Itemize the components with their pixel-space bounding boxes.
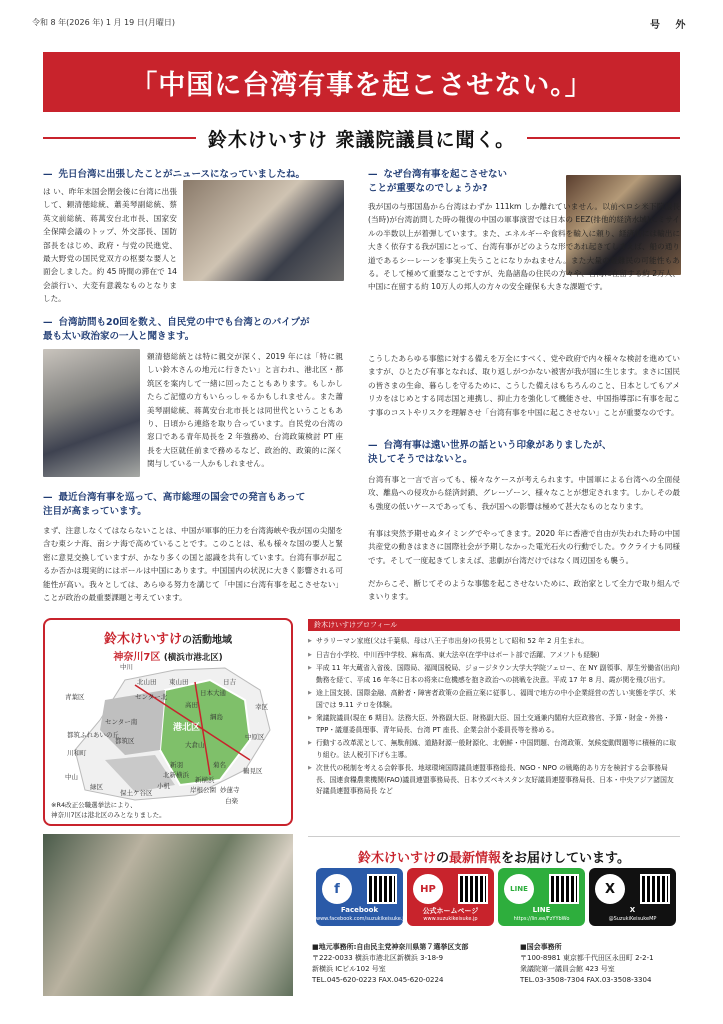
qr-code-icon (367, 874, 397, 904)
activity-photos (43, 834, 293, 996)
question: ことが重要なのでしょうか? (368, 183, 488, 194)
answer-8: だからこそ、断じてそのような事態を起こさせないために、政治家として全力で取り組んでまいります。 (368, 579, 680, 602)
list-item: ▶ 平成 11 年大蔵省入省後、国際局、福岡国税局、ジョージタウン大学大学院フェロー、在 NY 副領事、厚生労働省(出向)勤務を経て、平成 16 年冬に日本の将来に危機感を抱き政治への挑戦を決意。平成 17 年 8 月、霞が関を飛び出す。 (308, 663, 680, 686)
map-label: 日吉 (223, 678, 236, 686)
headline-banner (43, 52, 680, 112)
map-label: 東山田 (169, 678, 189, 686)
x-card[interactable] (589, 868, 676, 926)
question: 最も太い政治家の一人と聞きます。 (43, 331, 195, 342)
photo-visit (43, 349, 140, 477)
answer-7: 有事は突然予期せぬタイミングでやってきます。2020 年に香港で自由が失われた時の中国共産党の動きはまさに国際社会が予期しなかった電光石火の行動でした。ウクライナも同様です。そして一度起きてしまえば、悲劇が台湾だけではなく周辺国をも襲う。 (368, 529, 680, 565)
answer-6: 台湾有事と一言で言っても、様々なケースが考えられます。中国軍による台湾への全面侵攻、離島への侵攻から経済封鎖、グレーゾーン、様々なことが想定されます。しかしその最も強度の低いケースであっても、我が国への影響は極めて甚大なものとなります。 (368, 475, 680, 511)
headline-title: 「中国に台湾有事を起こさせない。」 (130, 69, 593, 101)
sns-url[interactable]: www.suzukikeisuke.jp (423, 916, 478, 922)
sns-url[interactable]: www.facebook.com/suzukikeisuke.jp (316, 916, 407, 922)
map-label: 菊名 (213, 761, 226, 769)
map-label: 岸根公園 (190, 786, 216, 794)
map-label: 白楽 (225, 797, 238, 805)
map-label: 綱島 (210, 713, 223, 721)
map-label: 保土ケ谷区 (120, 789, 153, 797)
map-label: 緑区 (90, 783, 103, 791)
map-label: 北新横浜 (163, 771, 189, 779)
qr-code-icon (549, 874, 579, 904)
map-label: 青葉区 (65, 693, 85, 701)
sns-name: Facebook (340, 906, 379, 914)
map-label: 大倉山 (185, 741, 205, 749)
sns-url[interactable]: https://lin.ee/FzYYbWo (513, 916, 570, 922)
map-label: 北山田 (137, 678, 157, 686)
divider (43, 137, 196, 139)
local-office: ■地元事務所:自由民主党神奈川県第７選挙区支部 〒222-0033 横浜市港北区新横浜 3-18-9 新横浜 ICビル102 号室 TEL.045-620-0223 FAX.045-620-0224 (312, 943, 469, 984)
map-title: 鈴木けいすけの活動地域 (103, 632, 232, 647)
divider (308, 836, 680, 837)
answer-4: 我が国の与那国島から台湾はわずか 111km しか離れていません。以前ペロシ米下院議長(当時)が台湾訪問した時の報復の中国の軍事演習では日本の EEZ(排他的経済水域)にミサイルの半数以上が着弾しています。また、エネルギーや食料を輸入に頼り、経済的には輸出に大きく依存する我が国にとって、台湾有事がどのような形であれ起きてしまえば、船の通り道であるシーレーンを事実上失うことになりかねません。また大量の避難民の可能性もある。そして極めて重要なことですが、先島諸島の住民の方々や、台湾に在留する約 2万人、中国に在留する約 10万人の邦人の方々の安全確保も大きな課題です。 (368, 202, 680, 292)
homepage-icon: HP (413, 874, 443, 904)
sns-name: LINE (532, 906, 551, 914)
sns-name: 公式ホームページ (422, 907, 479, 915)
list-item: ▶ 途上国支援、国際金融、高齢者・障害者政策の企画立案に従事し、福岡で地方の中小企業経営の苦しい実態を学び、米国では 9.11 テロを体験。 (308, 688, 680, 711)
profile-heading: 鈴木けいすけプロフィール (308, 619, 680, 631)
list-item: ▶ 次世代の税制を考える会幹事長、地球環境国際議員連盟事務総長、NGO・NPO の戦略的あり方を検討する会事務局長、国連食糧農業機関(FAO)議員連盟事務局長、日本ウズベキスタン友好議員連盟事務局長、日本・中央アジア諸国友好議員連盟事務局長 など (308, 763, 680, 798)
map-label: センター南 (105, 718, 138, 726)
section-4 (368, 168, 558, 196)
list-item: ▶ 衆議院議員(現在 6 期目)。法務大臣、外務副大臣、財務副大臣、国土交通兼内閣府大臣政務官、予算・財金・外務・TPP・議運委員理事、青年局長、台湾 PT 座長、企業会計小委員長等を務める。 (308, 713, 680, 736)
map-label: 新横浜 (195, 776, 215, 784)
map-label: 日本大通 (200, 689, 226, 697)
list-item: ▶ サラリーマン家庭(父は千葉県、母は八王子市出身)の長男として昭和 52 年 2 月生まれ。 (308, 636, 680, 648)
divider (527, 137, 680, 139)
profile-list (308, 636, 680, 800)
photo-handshake (183, 180, 344, 281)
line-icon: LINE (504, 874, 534, 904)
answer-3: まず、注意しなくてはならないことは、中国が軍事的圧力を台湾海峡や我が国の尖閣を含む東シナ海、南シナ海で高めていることです。このことは、私も様々な国の要人と緊密に意見交換していますが、かなり多くの国と認識を共有しています。台湾有事が起こるか否かは現実的にはボールは中国にあります。中国国内の状況に大きく影響される可能性が高い。我々としては、あらゆる努力を講じて「中国に台湾有事を起こさせない」ことが政治の最重要課題と考えています。 (43, 526, 343, 603)
sns-url[interactable]: @SuzukiKeisukeMP (608, 916, 657, 922)
map-note: ※R4改正公職選挙法により、 神奈川7区は港北区のみとなりました。 (51, 801, 166, 819)
line-card[interactable] (498, 868, 585, 926)
subtitle: 鈴木けいすけ 衆議院議員に聞く。 (207, 128, 516, 151)
map-label: 中川 (120, 663, 133, 671)
section-6 (368, 439, 680, 467)
answer-2: 頼清徳総統とは特に親交が深く、2019 年には「特に親しい鈴木さんの地元に行きたい」と言われ、港北区・都筑区を案内して一緒に回ったこともあります。もしかしたらご記憶の方もいらっしゃるかもしれません。また蕭美琴副総統、蒋萬安台北市長とは同世代ということもあり、日頃から連絡を取り合っています。自民党の台湾の窓口である青年局長を 2 年強務め、台湾政策検討 PT 座長を大臣就任前まで務めるなど、政治的、政策的に深く関与している一人かもしれません。 (147, 352, 343, 469)
map-label: 川和町 (67, 749, 87, 757)
question: — 台湾有事は遠い世界の話という印象がありましたが、 (368, 440, 612, 451)
map-label: センター北 (135, 693, 168, 701)
sns-name: X (629, 906, 636, 914)
list-item: ▶ 日吉台小学校、中川西中学校、麻布高、東大法卒(在学中はボート部で活躍、アメフトも経験) (308, 650, 680, 662)
map-label: 都筑ふれあいの丘 (67, 731, 119, 739)
question: — 台湾訪問も20回を数え、自民党の中でも台湾とのパイプが (43, 317, 310, 328)
facebook-card[interactable] (316, 868, 407, 926)
map-label: 小机 (157, 782, 170, 790)
homepage-card[interactable] (407, 868, 494, 926)
map-label: 幸区 (255, 703, 268, 711)
map-label: 鶴見区 (243, 767, 263, 775)
map-label: 都筑区 (115, 737, 135, 745)
edition-label: 号 外 (650, 20, 692, 31)
answer-1: は い、昨年末国会閉会後に台湾に出張して、頼清徳総統、蕭美琴副総統、蔡英文前総統、蒋萬安台北市長、国家安全保障会議のトップ、外交部長、国防部長をはじめ、政府・与党の民進党、最大野党の国民党双方の枢要な要人と面会しました。約 45 時間の滞在で 14 会談行い、大変有意義なものとなりました。 (43, 187, 177, 304)
map-label: 中山 (65, 773, 78, 781)
activity-map (43, 618, 293, 826)
map-label: 港北区 (173, 723, 201, 733)
map-label: 新羽 (170, 761, 183, 769)
section-3 (43, 491, 343, 519)
qr-code-icon (640, 874, 670, 904)
question: — 最近台湾有事を巡って、高市総理の国会での発言もあって (43, 492, 306, 503)
question: — 先日台湾に出張したことがニュースになっていましたね。 (43, 169, 306, 180)
qr-code-icon (458, 874, 488, 904)
answer-5: こうしたあらゆる事態に対する備えを万全にすべく、党や政府で内々様々な検討を進めていますが、ひとたび有事となれば、取り返しがつかない被害が我が国に生じます。まさに国民の皆さまの生命、暮らしを守るために、こうした備えはもちろんのこと、日本としてもアメリカをはじめとする同志国と連携し、抑止力を強化して機能させ、中国指導部に有事を起こす事のコストやリスクを理解させ「台湾有事を中国に起こさせない」ことが重要なのです。 (368, 354, 680, 417)
question: 決してそうではないと。 (368, 454, 473, 465)
map-label: 高田 (185, 701, 198, 709)
map-shape (45, 620, 291, 824)
issue-date: 令和 8 年(2026 年) 1 月 19 日(月曜日) (32, 18, 176, 27)
question: 注目が高まっています。 (43, 506, 147, 517)
x-icon: X (595, 874, 625, 904)
subtitle-row (43, 118, 680, 158)
facebook-icon: f (322, 874, 352, 904)
diet-office: ■国会事務所 〒100-8981 東京都千代田区永田町 2-2-1 衆議院第一議員会館 423 号室 TEL.03-3508-7304 FAX.03-3508-3304 (520, 943, 654, 984)
map-district: 神奈川7区 (横浜市港北区) (113, 652, 223, 663)
map-label: 中原区 (245, 733, 265, 741)
latest-info-heading: 鈴木けいすけの最新情報をお届けしています。 (357, 851, 630, 866)
question: — なぜ台湾有事を起こさせない (368, 169, 508, 180)
section-2 (43, 316, 343, 344)
map-label: 妙蓮寺 (220, 786, 240, 794)
list-item: ▶ 行動する改革派として、無駄削減、道路財源一般財源化、北朝鮮・中国問題、台湾政策、気候変動問題等に積極的に取り組む。法人税引下げも主導。 (308, 738, 680, 761)
